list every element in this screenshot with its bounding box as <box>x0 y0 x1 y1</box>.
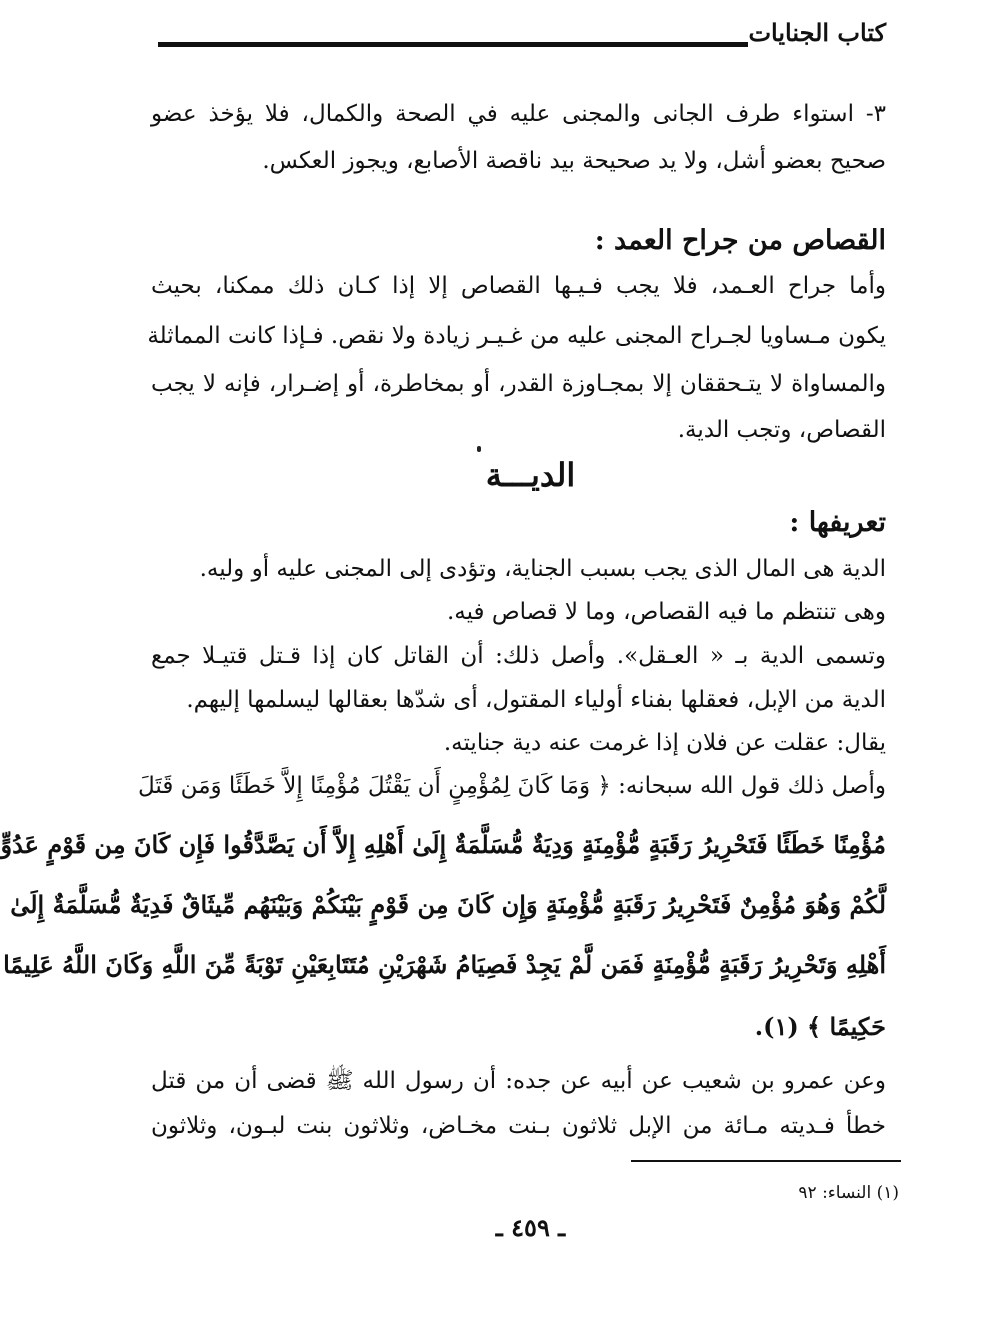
body-line: صحيح بعضو أشل، ولا يد صحيحة بيد ناقصة الأصابع، ويجوز العكس. <box>262 148 886 174</box>
subheading: تعريفها : <box>789 507 886 538</box>
body-line: وهى تنتظم ما فيه القصاص، وما لا قصاص فيه. <box>446 599 886 625</box>
body-line: وعن عمرو بن شعيب عن أبيه عن جده: أن رسول الله ﷺ قضى أن من قتل <box>151 1068 886 1094</box>
body-line: وأما جراح العـمد، فلا يجب فـيـها القصاص إلا إذا كـان ذلك ممكنا، بحيث <box>151 273 886 299</box>
quran-verse-line: أَهْلِهِ وَتَحْرِيرُ رَقَبَةٍ مُّؤْمِنَةٍ فَمَن لَّمْ يَجِدْ فَصِيَامُ شَهْرَيْنِ مُتَتَابِعَيْنِ تَوْبَةً مِّنَ اللَّهِ وَكَانَ اللَّهُ عَلِيمًا <box>3 950 886 979</box>
quran-verse-line: مُؤْمِنًا خَطَئًا فَتَحْرِيرُ رَقَبَةٍ مُّؤْمِنَةٍ وَدِيَةٌ مُّسَلَّمَةٌ إِلَىٰ أَهْلِهِ إِلاَّ أَن يَصَّدَّقُوا فَإِن كَانَ مِن قَوْمٍ عَدُوٍّ <box>0 830 886 859</box>
quran-verse-line: لَّكُمْ وَهُوَ مُؤْمِنٌ فَتَحْرِيرُ رَقَبَةٍ مُّؤْمِنَةٍ وَإِن كَانَ مِن قَوْمٍ بَيْنَكُمْ وَبَيْنَهُم مِّيثَاقٌ فَدِيَةٌ مُّسَلَّمَةٌ إِلَىٰ <box>10 890 886 919</box>
print-speck <box>477 446 481 452</box>
body-line: خطأ فـديته مـائة من الإبل ثلاثون بـنت مخـاض، وثلاثون بنت لبـون، وثلاثون <box>151 1113 886 1139</box>
body-line: يكون مـساويا لجـراح المجنى عليه من غـيـر زيادة ولا نقص. فـإذا كانت المماثلة <box>147 323 886 349</box>
footnote-rule <box>631 1160 901 1162</box>
body-line: والمساواة لا يتـحققان إلا بمجـاوزة القدر، أو بمخاطرة، أو إضـرار، فإنه لا يجب <box>151 371 886 397</box>
body-line: وأصل ذلك قول الله سبحانه: ﴿ وَمَا كَانَ لِمُؤْمِنٍ أَن يَقْتُلَ مُؤْمِنًا إِلاَّ خَطَئًا وَمَن قَتَلَ <box>138 773 886 799</box>
section-heading: القصاص من جراح العمد : <box>594 225 886 256</box>
header-rule <box>158 42 748 47</box>
main-heading: الديـــة <box>485 456 576 494</box>
body-line: وتسمى الدية بـ « العـقل». وأصل ذلك: أن القاتل كان إذا قـتل قتيـلا جمع <box>151 643 886 669</box>
body-line: يقال: عقلت عن فلان إذا غرمت عنه دية جنايته. <box>443 730 886 756</box>
body-line: الدية هى المال الذى يجب بسبب الجناية، وتؤدى إلى المجنى عليه أو وليه. <box>199 556 886 582</box>
quran-verse-line: حَكِيمًا ﴾ (١). <box>754 1012 886 1041</box>
footnote: (١) النساء: ٩٢ <box>798 1183 899 1203</box>
body-line: ٣- استواء طرف الجانى والمجنى عليه في الصحة والكمال، فلا يؤخذ عضو <box>151 101 886 127</box>
running-header <box>158 18 886 58</box>
page-number: ـ ٤٥٩ ـ <box>495 1213 566 1242</box>
running-title: كتاب الجنايات <box>748 18 886 47</box>
body-line: القصاص، وتجب الدية. <box>677 417 886 443</box>
body-line: الدية من الإبل، فعقلها بفناء أولياء المقتول، أى شدّها بعقالها ليسلمها إليهم. <box>186 687 886 713</box>
